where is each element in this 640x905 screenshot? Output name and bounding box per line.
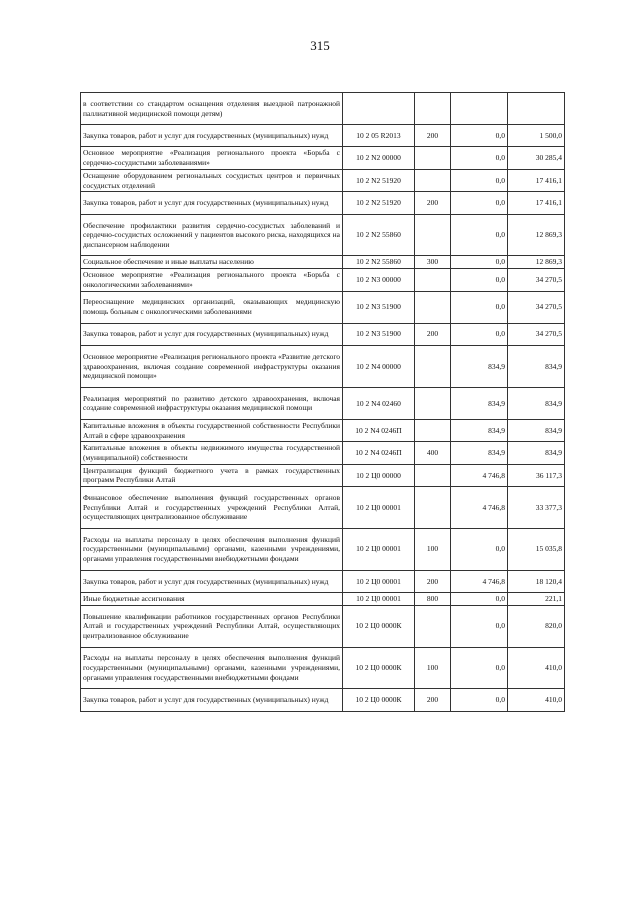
row-amount-1-cell: 0,0 bbox=[451, 214, 508, 256]
table-row bbox=[81, 269, 565, 291]
row-name-cell: Закупка товаров, работ и услуг для государственных (муниципальных) нужд bbox=[81, 570, 343, 592]
row-name-cell: Закупка товаров, работ и услуг для государственных (муниципальных) нужд bbox=[81, 192, 343, 214]
row-type-cell: 400 bbox=[415, 442, 451, 464]
table-row bbox=[81, 125, 565, 147]
table-row bbox=[81, 93, 565, 125]
row-name-cell: Закупка товаров, работ и услуг для государственных (муниципальных) нужд bbox=[81, 125, 343, 147]
row-type-cell bbox=[415, 605, 451, 647]
row-type-cell: 200 bbox=[415, 689, 451, 711]
table-row bbox=[81, 593, 565, 606]
row-amount-1-cell: 834,9 bbox=[451, 419, 508, 441]
row-amount-1-cell: 0,0 bbox=[451, 323, 508, 345]
row-name-cell: Основное мероприятие «Реализация регионального проекта «Борьба с онкологическими заболеваниями» bbox=[81, 269, 343, 291]
row-code-cell: 10 2 N2 55860 bbox=[343, 214, 415, 256]
row-amount-1-cell: 0,0 bbox=[451, 169, 508, 191]
row-code-cell: 10 2 05 R2013 bbox=[343, 125, 415, 147]
row-type-cell: 200 bbox=[415, 125, 451, 147]
row-amount-2-cell: 36 117,3 bbox=[508, 464, 565, 486]
table-row bbox=[81, 528, 565, 570]
row-name-cell: Переоснащение медицинских организаций, оказывающих медицинскую помощь больным с онкологическими заболеваниями bbox=[81, 291, 343, 323]
row-code-cell: 10 2 Ц0 00001 bbox=[343, 487, 415, 529]
row-type-cell bbox=[415, 464, 451, 486]
row-type-cell bbox=[415, 487, 451, 529]
row-amount-2-cell: 834,9 bbox=[508, 442, 565, 464]
row-code-cell: 10 2 N3 51900 bbox=[343, 291, 415, 323]
row-code-cell: 10 2 N4 0246П bbox=[343, 419, 415, 441]
row-amount-1-cell: 0,0 bbox=[451, 689, 508, 711]
row-amount-1-cell: 834,9 bbox=[451, 442, 508, 464]
row-name-cell: Основное мероприятие «Реализация регионального проекта «Борьба с сердечно-сосудистыми заболеваниями» bbox=[81, 147, 343, 169]
row-type-cell: 200 bbox=[415, 323, 451, 345]
row-amount-2-cell: 34 270,5 bbox=[508, 269, 565, 291]
row-type-cell: 200 bbox=[415, 192, 451, 214]
row-amount-1-cell: 0,0 bbox=[451, 269, 508, 291]
row-amount-1-cell: 0,0 bbox=[451, 147, 508, 169]
row-amount-2-cell: 410,0 bbox=[508, 689, 565, 711]
table-row bbox=[81, 442, 565, 464]
row-code-cell: 10 2 N3 51900 bbox=[343, 323, 415, 345]
row-name-cell: Иные бюджетные ассигнования bbox=[81, 593, 343, 606]
table-row bbox=[81, 419, 565, 441]
row-amount-1-cell: 0,0 bbox=[451, 256, 508, 269]
row-amount-1-cell: 0,0 bbox=[451, 528, 508, 570]
row-type-cell bbox=[415, 169, 451, 191]
table-row bbox=[81, 147, 565, 169]
row-name-cell: Капитальные вложения в объекты государственной собственности Республики Алтай в сфере здравоохранения bbox=[81, 419, 343, 441]
row-amount-1-cell: 834,9 bbox=[451, 387, 508, 419]
row-amount-1-cell bbox=[451, 93, 508, 125]
row-code-cell: 10 2 Ц0 0000К bbox=[343, 647, 415, 689]
row-type-cell bbox=[415, 291, 451, 323]
row-code-cell: 10 2 Ц0 00001 bbox=[343, 570, 415, 592]
table-row bbox=[81, 346, 565, 388]
row-amount-1-cell: 4 746,8 bbox=[451, 487, 508, 529]
table-row bbox=[81, 487, 565, 529]
row-code-cell bbox=[343, 93, 415, 125]
row-code-cell: 10 2 N4 0246П bbox=[343, 442, 415, 464]
row-name-cell: Финансовое обеспечение выполнения функций государственных органов Республики Алтай и государственных учреждений Республики Алтай, осуществляющих централизованное обслуживание bbox=[81, 487, 343, 529]
row-amount-1-cell: 0,0 bbox=[451, 647, 508, 689]
budget-table-body bbox=[81, 93, 565, 712]
table-row bbox=[81, 256, 565, 269]
table-row bbox=[81, 647, 565, 689]
row-amount-2-cell: 12 869,3 bbox=[508, 256, 565, 269]
row-name-cell: Закупка товаров, работ и услуг для государственных (муниципальных) нужд bbox=[81, 323, 343, 345]
table-row bbox=[81, 214, 565, 256]
row-code-cell: 10 2 Ц0 00001 bbox=[343, 593, 415, 606]
row-code-cell: 10 2 Ц0 0000К bbox=[343, 605, 415, 647]
row-code-cell: 10 2 N2 55860 bbox=[343, 256, 415, 269]
row-code-cell: 10 2 N2 51920 bbox=[343, 169, 415, 191]
row-amount-2-cell: 34 270,5 bbox=[508, 291, 565, 323]
row-amount-2-cell: 17 416,1 bbox=[508, 192, 565, 214]
table-row bbox=[81, 387, 565, 419]
row-type-cell bbox=[415, 387, 451, 419]
row-amount-2-cell: 221,1 bbox=[508, 593, 565, 606]
row-amount-1-cell: 0,0 bbox=[451, 291, 508, 323]
row-type-cell bbox=[415, 214, 451, 256]
row-amount-2-cell: 820,0 bbox=[508, 605, 565, 647]
row-name-cell: Обеспечение профилактики развития сердечно-сосудистых заболеваний и сердечно-сосудистых осложнений у пациентов высокого риска, находящихся на диспансерном наблюдении bbox=[81, 214, 343, 256]
row-name-cell: Капитальные вложения в объекты недвижимого имущества государственной (муниципальной) собственности bbox=[81, 442, 343, 464]
table-row bbox=[81, 689, 565, 711]
row-amount-2-cell: 410,0 bbox=[508, 647, 565, 689]
row-code-cell: 10 2 N2 51920 bbox=[343, 192, 415, 214]
row-type-cell bbox=[415, 147, 451, 169]
row-amount-2-cell bbox=[508, 93, 565, 125]
row-type-cell: 800 bbox=[415, 593, 451, 606]
row-name-cell: Закупка товаров, работ и услуг для государственных (муниципальных) нужд bbox=[81, 689, 343, 711]
row-name-cell: Централизация функций бюджетного учета в рамках государственных программ Республики Алтай bbox=[81, 464, 343, 486]
row-amount-1-cell: 0,0 bbox=[451, 605, 508, 647]
row-code-cell: 10 2 Ц0 0000К bbox=[343, 689, 415, 711]
row-name-cell: Социальное обеспечение и иные выплаты населению bbox=[81, 256, 343, 269]
budget-table bbox=[80, 92, 565, 712]
row-type-cell bbox=[415, 93, 451, 125]
row-amount-2-cell: 834,9 bbox=[508, 419, 565, 441]
row-code-cell: 10 2 N4 00000 bbox=[343, 346, 415, 388]
row-amount-2-cell: 33 377,3 bbox=[508, 487, 565, 529]
row-amount-2-cell: 834,9 bbox=[508, 346, 565, 388]
table-row bbox=[81, 192, 565, 214]
row-amount-1-cell: 4 746,8 bbox=[451, 464, 508, 486]
table-row bbox=[81, 323, 565, 345]
row-name-cell: Расходы на выплаты персоналу в целях обеспечения выполнения функций государственными (муниципальными) органами, казенными учреждениями, органами управления государственными внебюджетными фондами bbox=[81, 528, 343, 570]
row-code-cell: 10 2 N2 00000 bbox=[343, 147, 415, 169]
row-amount-1-cell: 4 746,8 bbox=[451, 570, 508, 592]
row-type-cell bbox=[415, 269, 451, 291]
table-row bbox=[81, 570, 565, 592]
row-amount-2-cell: 1 500,0 bbox=[508, 125, 565, 147]
row-amount-2-cell: 34 270,5 bbox=[508, 323, 565, 345]
row-name-cell: Основное мероприятие «Реализация регионального проекта «Развитие детского здравоохранения, включая создание современной инфраструктуры оказания медицинской помощи» bbox=[81, 346, 343, 388]
row-amount-2-cell: 17 416,1 bbox=[508, 169, 565, 191]
row-amount-1-cell: 0,0 bbox=[451, 192, 508, 214]
table-row bbox=[81, 291, 565, 323]
row-name-cell: в соответствии со стандартом оснащения отделения выездной патронажной паллиативной медицинской помощи детям) bbox=[81, 93, 343, 125]
row-code-cell: 10 2 Ц0 00001 bbox=[343, 528, 415, 570]
row-code-cell: 10 2 Ц0 00000 bbox=[343, 464, 415, 486]
row-type-cell bbox=[415, 346, 451, 388]
row-name-cell: Оснащение оборудованием региональных сосудистых центров и первичных сосудистых отделений bbox=[81, 169, 343, 191]
row-type-cell: 100 bbox=[415, 647, 451, 689]
row-amount-1-cell: 834,9 bbox=[451, 346, 508, 388]
table-row bbox=[81, 169, 565, 191]
page-number: 315 bbox=[310, 38, 330, 53]
row-code-cell: 10 2 N3 00000 bbox=[343, 269, 415, 291]
row-code-cell: 10 2 N4 02460 bbox=[343, 387, 415, 419]
table-row bbox=[81, 605, 565, 647]
table-row bbox=[81, 464, 565, 486]
row-name-cell: Расходы на выплаты персоналу в целях обеспечения выполнения функций государственными (муниципальными) органами, казенными учреждениями, органами управления государственными внебюджетными фондами bbox=[81, 647, 343, 689]
row-amount-2-cell: 12 869,3 bbox=[508, 214, 565, 256]
row-type-cell: 100 bbox=[415, 528, 451, 570]
row-name-cell: Повышение квалификации работников государственных органов Республики Алтай и государственных учреждений Республики Алтай, осуществляющих централизованное обслуживание bbox=[81, 605, 343, 647]
row-amount-2-cell: 30 285,4 bbox=[508, 147, 565, 169]
row-amount-2-cell: 18 120,4 bbox=[508, 570, 565, 592]
row-amount-1-cell: 0,0 bbox=[451, 125, 508, 147]
row-type-cell bbox=[415, 419, 451, 441]
row-amount-2-cell: 15 035,8 bbox=[508, 528, 565, 570]
row-type-cell: 300 bbox=[415, 256, 451, 269]
row-amount-1-cell: 0,0 bbox=[451, 593, 508, 606]
row-amount-2-cell: 834,9 bbox=[508, 387, 565, 419]
row-type-cell: 200 bbox=[415, 570, 451, 592]
row-name-cell: Реализация мероприятий по развитию детского здравоохранения, включая создание современной инфраструктуры оказания медицинской помощи bbox=[81, 387, 343, 419]
